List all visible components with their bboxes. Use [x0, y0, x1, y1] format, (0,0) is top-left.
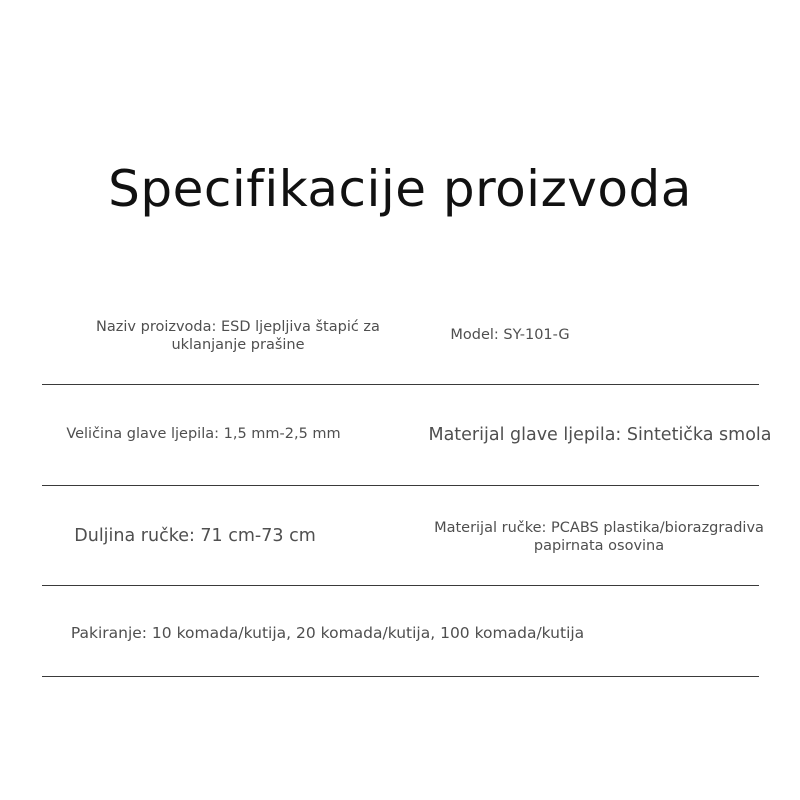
- row-divider: [42, 676, 759, 677]
- spec-glue-head-material: Materijal glave ljepila: Sintetička smola: [428, 425, 772, 445]
- spec-glue-head-size: Veličina glave ljepila: 1,5 mm-2,5 mm: [66, 426, 341, 442]
- page-title: Specifikacije proizvoda: [108, 160, 692, 218]
- spec-handle-material: Materijal ručke: PCABS plastika/biorazgradiva papirnata osovina: [434, 520, 764, 555]
- spec-packaging: Pakiranje: 10 komada/kutija, 20 komada/kutija, 100 komada/kutija: [70, 624, 585, 642]
- row-divider: [42, 384, 759, 385]
- spec-handle-length: Duljina ručke: 71 cm-73 cm: [74, 526, 316, 546]
- spec-model: Model: SY-101-G: [450, 327, 570, 343]
- row-divider: [42, 585, 759, 586]
- spec-product-name: Naziv proizvoda: ESD ljepljiva štapić za uklanjanje prašine: [96, 319, 380, 354]
- row-divider: [42, 485, 759, 486]
